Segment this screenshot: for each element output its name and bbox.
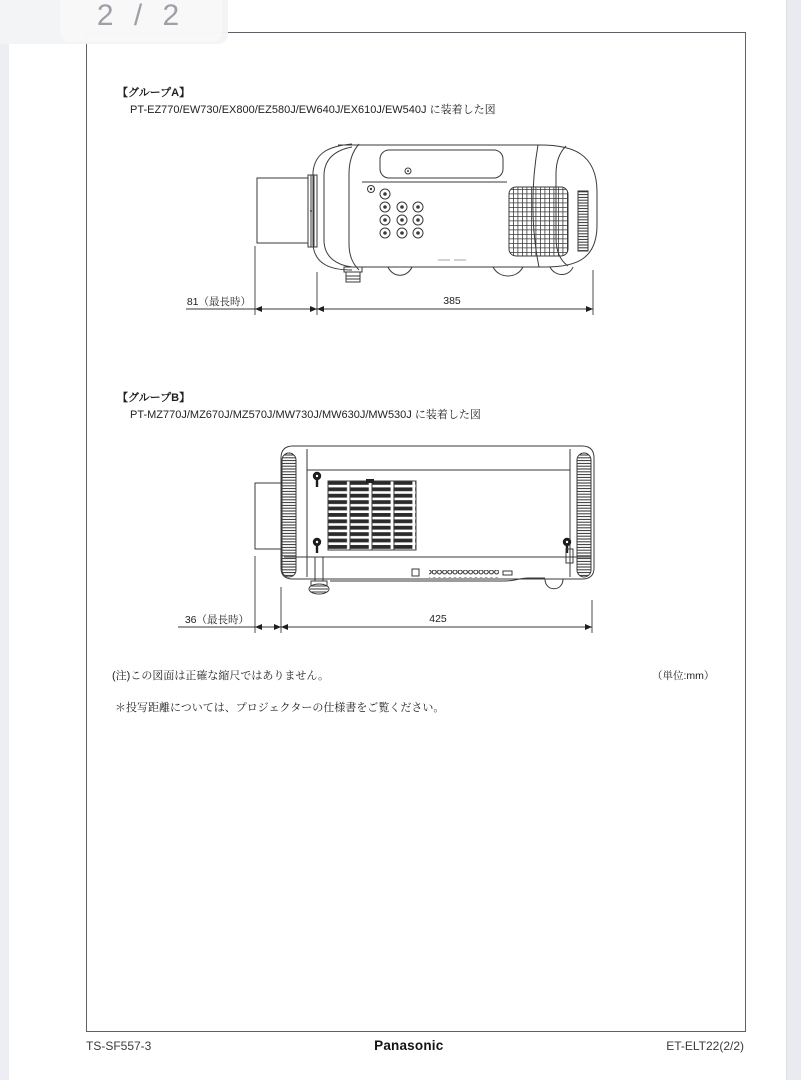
note-scale: (注)この図面は正確な縮尺ではありません。 — [112, 670, 329, 682]
dimension-label-lens-a: 81（最長時） — [186, 296, 251, 308]
group-b-models: PT-MZ770J/MZ670J/MZ570J/MW730J/MW630J/MW530J に装着した図 — [130, 409, 481, 421]
group-a-models: PT-EZ770/EW730/EX800/EZ580J/EW640J/EX610J/EW540J に装着した図 — [130, 104, 496, 116]
left-gutter — [0, 0, 9, 1080]
page-footer — [86, 1038, 744, 1053]
page-indicator-label: 2 / 2 — [96, 0, 186, 32]
page-indicator-overlay — [0, 0, 228, 44]
group-b-title: 【グループB】 — [117, 392, 191, 404]
scrollbar-track[interactable] — [786, 0, 801, 1080]
unit-label: （単位:mm） — [652, 670, 715, 682]
page-indicator — [60, 0, 222, 42]
footer-part-number: ET-ELT22(2/2) — [666, 1039, 744, 1053]
note-projection: ＊投写距離については、プロジェクターの仕様書をご覧ください。 — [115, 702, 445, 714]
panasonic-logo: Panasonic — [374, 1038, 444, 1053]
group-b-drawing — [170, 440, 610, 640]
group-a-title: 【グループA】 — [117, 87, 191, 99]
footer-doc-number: TS-SF557-3 — [86, 1039, 152, 1053]
dimension-label-lens-b: 36（最長時） — [184, 614, 249, 626]
group-a-drawing — [170, 135, 610, 320]
dimension-label-body-a: 385 — [443, 295, 461, 307]
dimension-label-body-b: 425 — [429, 613, 447, 625]
control-buttons — [380, 189, 423, 238]
